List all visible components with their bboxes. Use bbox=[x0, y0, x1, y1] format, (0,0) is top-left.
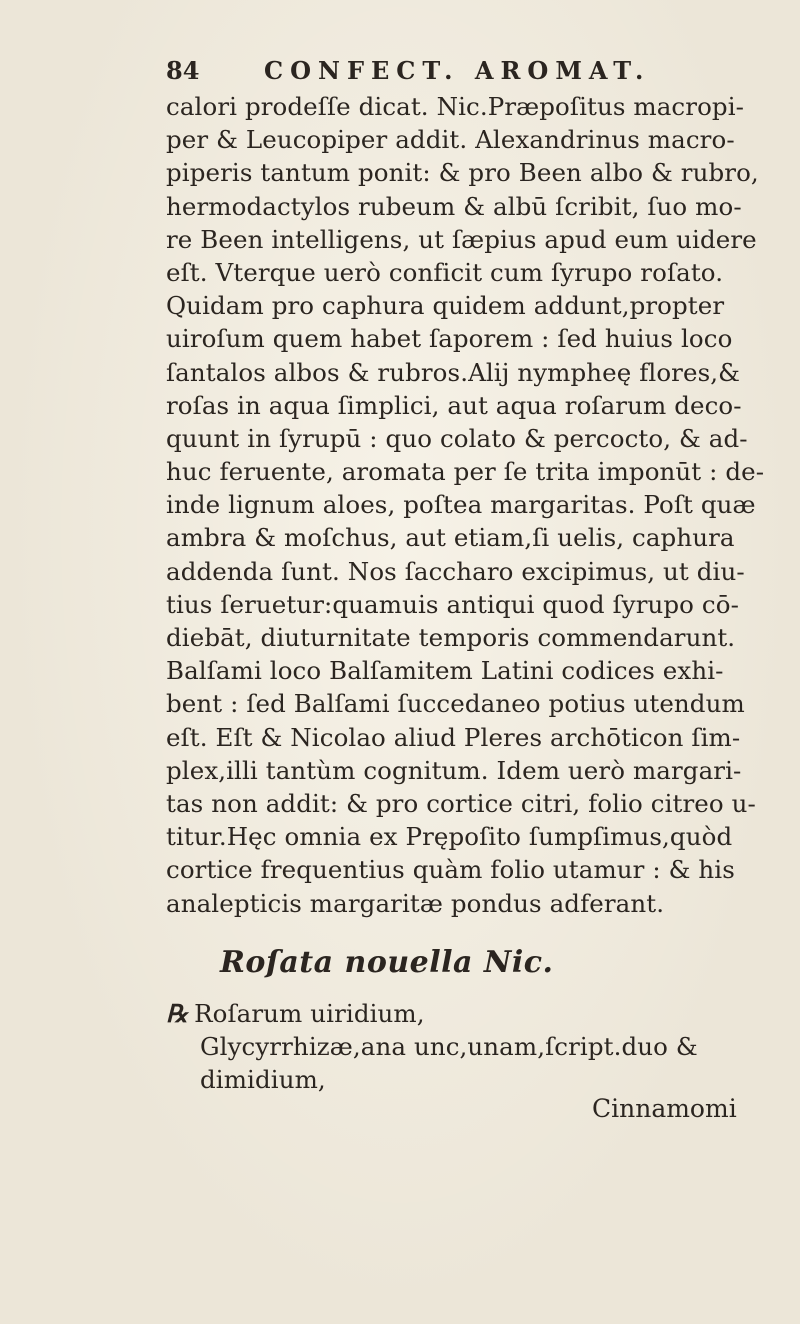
text-line: analepticis margaritæ pondus adferant. bbox=[166, 888, 665, 918]
text-line: inde lignum aloes, poſtea margaritas. Poſt quæ bbox=[166, 490, 756, 520]
body-text bbox=[166, 90, 776, 920]
text-line: cortice frequentius quàm folio utamur : & his bbox=[166, 855, 735, 885]
text-line: piperis tantum ponit: & pro Been albo & rubro, bbox=[166, 158, 759, 188]
recipe-heading: Roſata nouella Nic. bbox=[220, 945, 554, 980]
text-line: diebāt, diuturnitate temporis commendarunt. bbox=[166, 623, 736, 652]
recipe-symbol: ℞ bbox=[166, 999, 189, 1028]
text-line: roſas in aqua ſimplici, aut aqua roſarum deco- bbox=[166, 390, 742, 420]
text-line: re Been intelligens, ut ſæpius apud eum uidere bbox=[166, 224, 757, 254]
text-line: Quidam pro caphura quidem addunt,propter bbox=[166, 291, 725, 321]
text-line: huc feruente, aromata per ſe trita imponūt : de- bbox=[166, 457, 765, 487]
text-line: tius ſeruetur:quamuis antiqui quod ſyrupo cō- bbox=[166, 589, 739, 619]
text-line: hermodactylos rubeum & albū ſcribit, ſuo mo- bbox=[166, 191, 742, 221]
text-line: addenda ſunt. Nos ſaccharo excipimus, ut diu- bbox=[166, 556, 745, 586]
text-line: titur.Hęc omnia ex Prępoſito ſumpſimus,quòd bbox=[166, 822, 733, 852]
recipe-line: Glycyrrhizæ,ana unc,unam,ſcript.duo & bbox=[200, 1032, 698, 1062]
recipe-ingredient: Roſarum uiridium, bbox=[194, 999, 425, 1028]
text-line: eſt. Eſt & Nicolao aliud Pleres archōticon ſim- bbox=[166, 722, 741, 752]
recipe-block bbox=[166, 997, 776, 1097]
text-line: Balſami loco Balſamitem Latini codices exhi- bbox=[166, 656, 724, 686]
text-line: ambra & moſchus, aut etiam,ſi uelis, caphura bbox=[166, 523, 735, 553]
text-line: per & Leucopiper addit. Alexandrinus macro- bbox=[166, 125, 735, 155]
running-head-title: CONFECT. AROMAT. bbox=[264, 56, 651, 85]
text-line: calori prodeſſe dicat. Nic.Præpoſitus macropi- bbox=[166, 92, 745, 121]
text-line: ſantalos albos & rubros.Alij nympheę flores,& bbox=[166, 357, 741, 387]
text-line: uiroſum quem habet ſaporem : ſed huius loco bbox=[166, 324, 733, 354]
page-number: 84 bbox=[166, 56, 200, 85]
text-line: eſt. Vterque uerò conficit cum ſyrupo roſato. bbox=[166, 257, 724, 287]
recipe-line: dimidium, bbox=[200, 1065, 326, 1095]
recipe-line bbox=[166, 997, 776, 1030]
text-line: tas non addit: & pro cortice citri, folio citreo u- bbox=[166, 788, 756, 818]
text-line: plex,illi tantùm cognitum. Idem uerò margari- bbox=[166, 755, 742, 785]
catchword: Cinnamomi bbox=[592, 1094, 737, 1123]
text-line: bent : ſed Balſami ſuccedaneo potius utendum bbox=[166, 689, 745, 719]
text-line: quunt in ſyrupū : quo colato & percocto, & ad- bbox=[166, 423, 748, 453]
